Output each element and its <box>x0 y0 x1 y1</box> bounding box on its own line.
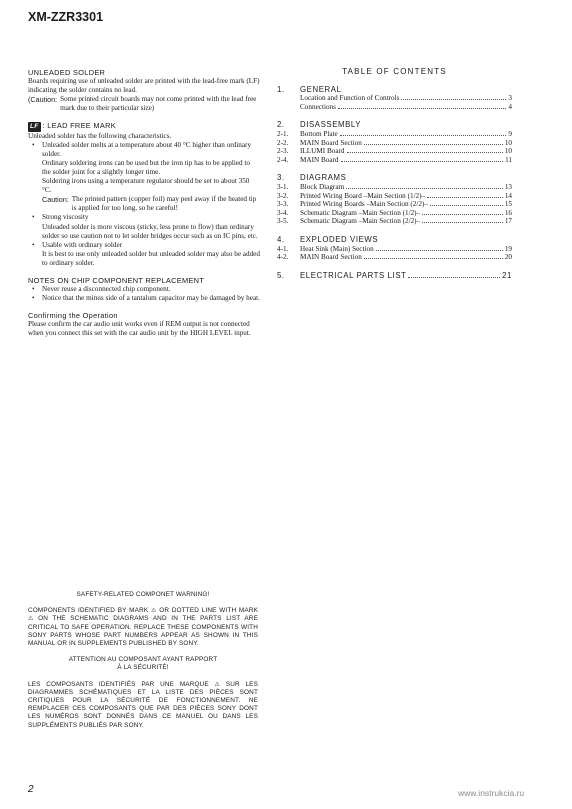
safety-text: ON THE SCHEMATIC DIAGRAMS AND IN THE PARTS LIST ARE CRITICAL TO SAFE OPERATION. REPLACE THESE COMPONENTS WITH SONY PARTS WHOSE PART NUMBERS APPEAR AS SHOWN IN THIS MANUAL OR IN SUPPLEMENTS PUBLISHED BY SONY. <box>28 615 258 648</box>
toc-section-title: DIAGRAMS <box>300 173 347 183</box>
toc-entry-label: Printed Wiring Board –Main Section (1/2)– <box>300 191 426 200</box>
toc-page-number: 10 <box>504 138 512 147</box>
toc-page-number: 4 <box>508 102 512 111</box>
toc-section-heading[interactable] <box>277 121 512 130</box>
toc-section-number: 3. <box>277 173 285 183</box>
toc-entry-number: 2-3. <box>277 147 289 156</box>
toc-title: TABLE OF CONTENTS <box>342 67 447 76</box>
toc-entry[interactable] <box>277 103 512 112</box>
toc-page-number: 20 <box>504 253 512 262</box>
toc-entry-number: 3-2. <box>277 191 289 200</box>
toc-section <box>277 174 512 226</box>
left-column <box>28 68 260 339</box>
toc-entry[interactable] <box>277 192 512 201</box>
safety-text: SUR LES DIAGRAMMES SCHÉMATIQUES ET LA LISTE DES PIÈCES SONT CRITIQUES POUR LA SÉCURITÉ DE FONCTIONNEMENT. NE REMPLACER CES COMPOSANTS QUE PAR DES PIÈCES SONY DONT LES NUMÉROS SONT DONNÉS DANS CE MANUEL OU DANS LES SUPPLÉMENTS PUBLIÉS PAR SONY. <box>28 680 258 729</box>
toc-entry-label: ELECTRICAL PARTS LIST <box>300 270 407 280</box>
safety-text-en <box>28 607 258 648</box>
toc-entry-label: MAIN Board Section <box>300 253 362 262</box>
toc-entry[interactable] <box>277 217 512 226</box>
unleaded-heading: UNLEADED SOLDER <box>28 68 106 77</box>
warning-triangle-icon: ⚠ <box>150 608 157 615</box>
bullet-detail: It is best to use only unleaded solder but unleaded solder may also be added to ordinary solder. <box>42 249 260 267</box>
toc-leader <box>364 258 503 259</box>
toc-page-number: 17 <box>504 217 512 226</box>
page-number: 2 <box>28 784 34 795</box>
toc-entry[interactable] <box>277 147 512 156</box>
lead-free-caution <box>28 195 260 213</box>
toc-page-number: 10 <box>504 147 512 156</box>
toc-leader <box>422 214 503 215</box>
bullet-item: • Never reuse a disconnected chip component. <box>28 285 260 294</box>
toc-entry-number: 3-4. <box>277 208 289 217</box>
toc-entry-label: Bottom Plate <box>300 129 338 138</box>
table-of-contents <box>277 68 512 280</box>
toc-entry[interactable] <box>277 183 512 192</box>
toc-leader <box>401 99 506 100</box>
toc-entry-number: 2-4. <box>277 155 289 164</box>
toc-leader <box>364 144 503 145</box>
warning-triangle-icon: ⚠ <box>214 681 221 688</box>
bullet-item: • Notice that the minus side of a tantalum capacitor may be damaged by heat. <box>28 294 260 303</box>
toc-entry-number: 2-2. <box>277 138 289 147</box>
caution-text: Some printed circuit boards may not come printed with the lead free mark due to their particular size) <box>60 95 257 113</box>
safety-title-fr: À LA SÉCURITÉ! <box>117 664 169 672</box>
caution-text: The printed pattern (copper foil) may peel away if the heated tip is applied for too long, so be careful! <box>71 195 257 213</box>
toc-entry[interactable] <box>277 139 512 148</box>
toc-section-heading[interactable] <box>277 86 512 95</box>
toc-section-heading[interactable] <box>277 236 512 245</box>
safety-text: OR DOTTED LINE WITH MARK <box>159 607 258 615</box>
toc-section <box>277 121 512 164</box>
toc-page-number: 19 <box>504 244 512 253</box>
unleaded-caution <box>28 95 260 113</box>
safety-warning <box>28 591 258 730</box>
toc-entry[interactable] <box>277 156 512 165</box>
toc-section <box>277 86 512 112</box>
toc-entry[interactable] <box>277 94 512 103</box>
toc-entry-number: 3-3. <box>277 200 289 209</box>
toc-leader <box>408 277 500 278</box>
warning-triangle-icon: ⚠ <box>28 616 34 623</box>
toc-leader <box>427 197 503 198</box>
toc-entry-label: Connections <box>300 102 336 111</box>
lead-free-intro: Unleaded solder has the following characteristics. <box>28 131 172 140</box>
lead-free-heading <box>28 121 260 131</box>
toc-section-number: 4. <box>277 234 285 244</box>
toc-entry-number: 4-2. <box>277 253 289 262</box>
toc-page-number: 9 <box>508 129 512 138</box>
safety-title-fr: ATTENTION AU COMPOSANT AYANT RAPPORT <box>68 656 218 664</box>
toc-entry[interactable] <box>277 209 512 218</box>
model-header: XM-ZZR3301 <box>28 10 104 24</box>
toc-leader <box>338 108 506 109</box>
toc-sections <box>277 86 512 262</box>
toc-entry[interactable] <box>277 200 512 209</box>
toc-entry-number: 3-5. <box>277 217 289 226</box>
toc-entry-number: 4-1. <box>277 244 289 253</box>
toc-section-title: GENERAL <box>300 84 342 94</box>
toc-entry[interactable] <box>277 253 512 262</box>
caution-label: (Caution: <box>28 95 58 105</box>
toc-page-number: 11 <box>505 155 512 164</box>
toc-section-title: DISASSEMBLY <box>300 120 362 130</box>
toc-entry-label: Schematic Diagram –Main Section (2/2)– <box>300 217 421 226</box>
toc-entry-label: MAIN Board <box>300 155 339 164</box>
toc-page-number: 15 <box>504 200 512 209</box>
confirm-heading: Confirming the Operation <box>28 311 118 321</box>
toc-page-number: 16 <box>504 208 512 217</box>
safety-text: LES COMPOSANTS IDENTIFIÉS PAR UNE MARQUE <box>28 680 209 688</box>
toc-entry-label: MAIN Board Section <box>300 138 362 147</box>
toc-leader <box>340 135 507 136</box>
watermark: www.instrukcia.ru <box>458 788 525 798</box>
toc-page-number: 21 <box>502 270 512 280</box>
caution-label: Caution: <box>42 195 69 205</box>
chip-heading: NOTES ON CHIP COMPONENT REPLACEMENT <box>28 275 205 285</box>
lead-free-mark-icon: LF <box>30 123 39 131</box>
toc-leader <box>341 161 504 162</box>
toc-section-number: 5. <box>277 270 285 280</box>
bullet-detail: Ordinary soldering irons can be used but the iron tip has to be applied to the solder joint for a slightly longer time. <box>42 158 250 176</box>
toc-leader <box>430 205 503 206</box>
toc-entry-label: Printed Wiring Boards –Main Section (2/2)– <box>300 200 428 209</box>
bullet-detail: Unleaded solder is more viscous (sticky, less prone to flow) than ordinary solder so use caution not to let solder bridges occur such as on IC pins, etc. <box>42 222 258 240</box>
toc-leader <box>346 188 503 189</box>
toc-section-number: 2. <box>277 120 285 130</box>
bullet-detail: Soldering irons using a temperature regulator should be set to about 350 °C. <box>42 177 250 195</box>
safety-text-fr <box>28 681 258 730</box>
lead-free-title: : LEAD FREE MARK <box>42 121 116 131</box>
toc-entry-number: 2-1. <box>277 129 289 138</box>
toc-entry-label: Heat Sink (Main) Section <box>300 244 374 253</box>
unleaded-text: Boards requiring use of unleaded solder are printed with the lead-free mark (LF) indicating the solder contains no lead. <box>28 77 260 95</box>
safety-text: COMPONENTS IDENTIFIED BY MARK <box>28 607 149 615</box>
toc-entry[interactable] <box>277 130 512 139</box>
toc-entry-label: Location and Function of Controls <box>300 94 400 103</box>
safety-title: SAFETY-RELATED COMPONET WARNING! <box>76 591 210 598</box>
bullet-item: • Unleaded solder melts at a temperature about 40 °C higher than ordinary solder. <box>28 141 260 159</box>
toc-entry-label: Schematic Diagram –Main Section (1/2)– <box>300 208 421 217</box>
toc-section <box>277 236 512 262</box>
toc-page-number: 3 <box>508 94 512 103</box>
toc-entry[interactable] <box>277 245 512 254</box>
toc-leader <box>422 222 503 223</box>
toc-page-number: 14 <box>504 191 512 200</box>
toc-entry-label: Block Diagram <box>300 182 345 191</box>
confirm-text: Please confirm the car audio unit works even if REM output is not connected when you connect this set with the car audio unit by the HIGH LEVEL input. <box>28 320 251 338</box>
toc-section-title: EXPLODED VIEWS <box>300 234 379 244</box>
toc-section-number: 1. <box>277 84 285 94</box>
bullet-item: • Usable with ordinary solder <box>28 241 260 250</box>
toc-entry[interactable] <box>277 272 512 281</box>
toc-section-heading[interactable] <box>277 174 512 183</box>
toc-entry-number: 3-1. <box>277 182 289 191</box>
toc-leader <box>376 250 503 251</box>
toc-entry-label: ILLUMI Board <box>300 147 345 156</box>
toc-leader <box>347 152 503 153</box>
toc-page-number: 13 <box>504 182 512 191</box>
bullet-item: • Strong viscosity <box>28 213 260 222</box>
